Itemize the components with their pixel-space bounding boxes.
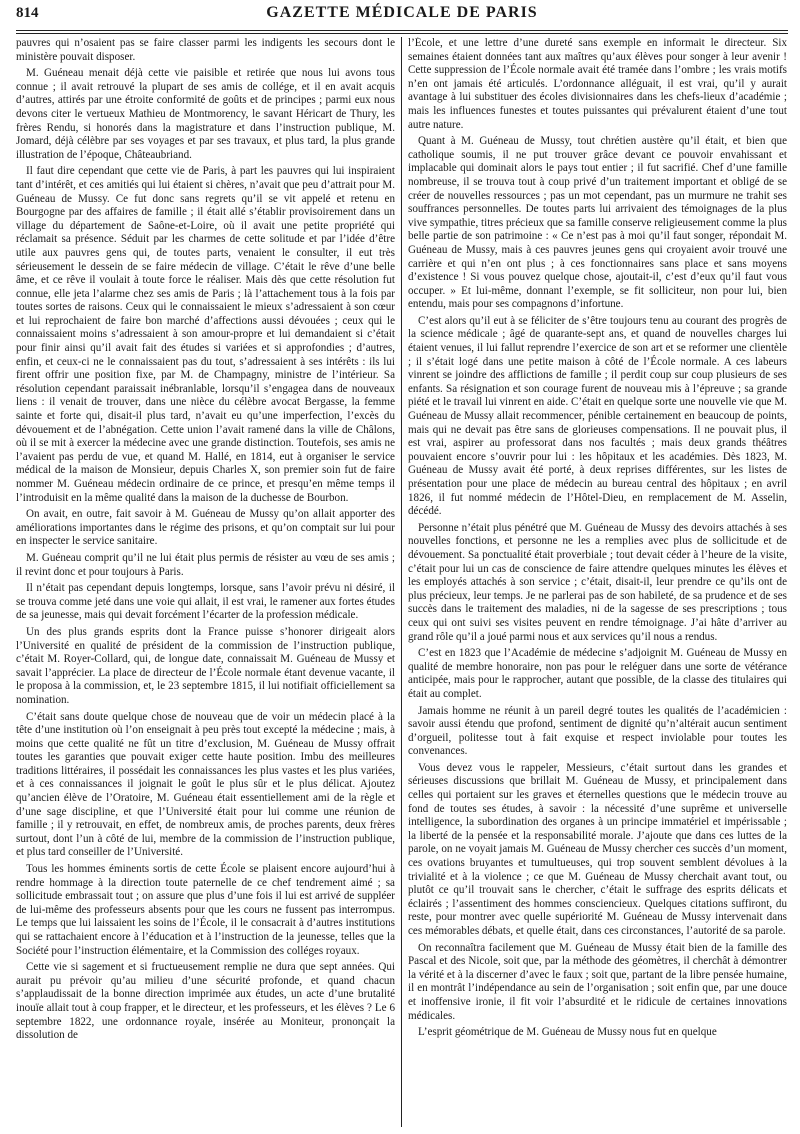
paragraph: Jamais homme ne réunit à un pareil degré toutes les qualités de l’académicien : savoir aussi étendu que profond, sentiment de dignité qu’n’altérait aucun sentiment d’orgueil, politesse tout à fait exquise et respect inviolable pour toutes les convenances.: [408, 704, 787, 758]
paragraph: Personne n’était plus pénétré que M. Guéneau de Mussy des devoirs attachés à ses nouvelles fonctions, et personne ne les a remplies avec plus de sollicitude et de dévouement. Sa ponctualité était proverbiale ; tout devait céder à l’heure de la visite, c’était pour lui un cas de conscience de faire attendre quelques minutes les élèves et les employés attachés à son service ; c’était, disait-il, leur prendre ce qu’ils ont de plus précieux, leur temps. Je ne parlerai pas de son habileté, de sa prudence et de ses succès dans le traitement des maladies, ni de la sagesse de ses prescriptions ; tous ceux qui ont suivi ses visites peuvent en rendre témoignage. J’ai hâte d’arriver au grand rôle qu’il a joué parmi nous et aux services qu’il nous a rendus.: [408, 521, 787, 643]
paragraph: Tous les hommes éminents sortis de cette École se plaisent encore aujourd’hui à rendre hommage à la direction toute paternelle de ce chef tendrement aimé ; sa sollicitude embrassait tout ; on assure que plus d’une fois il lui est arrivé de suppléer de lui-même des professeurs absents pour que les cours ne fussent pas interrompus. Le temps que lui laissaient les soins de l’École, il le consacrait à d’autres institutions qui se rattachaient encore à l’éducation et à l’instruction de la jeunesse, telles que la Société pour l’instruction élémentaire, et la Commission des colléges royaux.: [16, 863, 395, 957]
paragraph: M. Guéneau menait déjà cette vie paisible et retirée que nous lui avons tous connue ; il avait retrouvé la plupart de ses amis de collége, et il en avait acquis d’autres, attirés par une étroite conformité de goûts et de principes ; parmi eux nous devons citer le vertueux Mathieu de Montmorency, le savant Héricart de Thury, les frères Rendu, si honorés dans la magistrature et dans l’instruction publique, M. Jomard, déjà célèbre par ses voyages et par ses travaux, et plus tard, la plus grande illustration de l’époque, Châteaubriand.: [16, 67, 395, 161]
text-columns: [16, 37, 788, 1127]
journal-page: [0, 4, 800, 1134]
right-column: [402, 37, 787, 1127]
paragraph: Un des plus grands esprits dont la France puisse s’honorer dirigeait alors l’Université en qualité de président de la commission de l’instruction publique, c’était M. Royer-Collard, qui, de longue date, connaissait M. Guéneau de Mussy et savait l’apprécier. La place de directeur de l’École normale étant devenue vacante, il le proposa à la commission, et, le 23 septembre 1815, il lui notifiait officiellement sa nomination.: [16, 625, 395, 706]
paragraph: L’esprit géométrique de M. Guéneau de Mussy nous fut en quelque: [418, 1026, 717, 1039]
paragraph: Quant à M. Guéneau de Mussy, tout chrétien austère qu’il était, et bien que catholique soumis, il ne put trouver grâce devant ce pouvoir envahissant et implacable qui dominait alors le pays tout entier ; il fut sacrifié. Chef d’une famille nombreuse, il se trouva tout à coup privé d’un traitement important et obligé de se créer de nouvelles ressources ; pas un mot cependant, pas un murmure ne trahit ses souffrances personnelles. De toutes parts lui arrivaient des témoignages de la plus vive sympathie, titres précieux que sa famille conserve religieusement comme la plus belle partie de son patrimoine : « Ce n’est pas à moi qu’il faut songer, répondait M. Guéneau de Mussy, mais à ces pauvres jeunes gens qui croyaient avoir trouvé une carrière et qui n’en ont plus ; à ces fonctionnaires sans place et sans moyens d’existence ! Si vous pouvez quelque chose, ajoutait-il, c’est d’eux qu’il faut vous occuper. » Et lui-même, donnant l’exemple, se fit solliciteur, non pour lui, bien entendu, mais pour ses compagnons d’infortune.: [408, 135, 787, 311]
page-number: 814: [16, 5, 39, 21]
left-column: [16, 37, 401, 1127]
paragraph: Cette vie si sagement et si fructueusement remplie ne dura que sept années. Qui aurait pu prévoir qu’au milieu d’une sécurité profonde, et quand chacun s’applaudissait de la bonne direction imprimée aux études, un acte d’une brutalité inouïe allait tout à coup frapper, et le directeur, et les professeurs, et les élèves ? Le 6 septembre 1822, une ordonnance royale, insérée au Moniteur, prononçait la dissolution de: [16, 961, 395, 1042]
paragraph: Il n’était pas cependant depuis longtemps, lorsque, sans l’avoir prévu ni désiré, il se trouva comme jeté dans une voie qui allait, il est vrai, le ramener aux fortes études de sa jeunesse, mais qui devait forcément l’écarter de la profession médicale.: [16, 582, 395, 622]
paragraph: On reconnaîtra facilement que M. Guéneau de Mussy était bien de la famille des Pascal et des Nicole, soit que, par la méthode des géomètres, il cherchât à démontrer la vérité et à la discerner d’avec le faux ; soit que, partant de la libre pensée humaine, il en montrât l’indépendance au sein de l’organisation ; soit enfin que, par une douce et inoffensive ironie, il fit voir l’absurdité et le ridicule de certaines innovations médicales.: [408, 941, 787, 1022]
page-header: [16, 4, 788, 31]
header-double-rule: [16, 33, 788, 34]
paragraph: C’est alors qu’il eut à se féliciter de s’être toujours tenu au courant des progrès de la science médicale ; âgé de quarante-sept ans, et quand de nouvelles charges lui étaient venues, il lui fallut reprendre l’exercice de son art et se reformer une clientèle ; il s’était logé dans une petite maison à côté de l’École normale. A ces labeurs vinrent se joindre des afflictions de famille ; il perdit coup sur coup plusieurs de ses enfants. Sa résignation et son courage furent de nouveau mis à l’épreuve ; sa grande piété et le travail lui vinrent en aide. C’était en quelque sorte une nouvelle vie que M. Guéneau de Mussy allait recommencer, pénible certainement en beaucoup de points, mais qui ne devait pas être sans de glorieuses compensations. Il ne pouvait plus, il est vrai, aspirer au professorat dans nos facultés ; mais deux grands théâtres pouvaient encore s’ouvrir pour lui : les hôpitaux et les académies. Dès 1823, M. Guéneau de Mussy avait été porté, à deux reprises différentes, sur les listes de présentation pour une place de médecin au bureau central des hôpitaux ; en avril 1826, il fut nommé médecin de l’Hôtel-Dieu, en remplacement de M. Asselin, décédé.: [408, 314, 787, 518]
paragraph: On avait, en outre, fait savoir à M. Guéneau de Mussy qu’on allait apporter des améliorations importantes dans le régime des prisons, et qu’on comptait sur lui pour en inspecter le service sanitaire.: [16, 508, 395, 548]
paragraph: Il faut dire cependant que cette vie de Paris, à part les pauvres qui lui inspiraient tant d’intérêt, et ces amitiés qui lui étaient si chères, n’avait que peu d’attrait pour M. Guéneau de Mussy. Ce fut donc sans regrets qu’il se vit appelé et retenu en Bourgogne par des affaires de famille ; il était allé s’établir provisoirement dans un village du département de Saône-et-Loire, où il avait une petite propriété qui réclamait sa présence. Séduit par les charmes de cette solitude et par l’idée d’être utile aux pauvres gens qui, de toutes parts, venaient le consulter, il eut très sérieusement le dessein de se faire médecin de village. C’était le rêve d’une belle âme, et ce rêve il voulait à toute force le réaliser. Mais dès que cette résolution fut connue, elle jeta l’alarme chez ses amis de Paris ; là l’attachement tous à la fois par toutes sortes de raisons. Ceux qui le connaissaient le mieux s’adressaient à son cœur et lui reprochaient de faire bon marché d’affections aussi dévouées ; ceux qui le connaissaient moins s’adressaient à son amour-propre et lui demandaient si c’était pour finir ainsi qu’il avait fait des études si variées et si approfondies ; d’autres, enfin, et ceux-ci ne le connaissaient pas du tout, s’adressaient à ses intérêts : ils lui firent offrir une position fixe, par M. de Champagny, ministre de l’intérieur. Sa résolution cependant paraissait inébranlable, lorsqu’il s’engagea dans de nouveaux liens : il venait de trouver, dans une nièce du célèbre avocat Bergasse, la femme sainte et forte qui, disait-il plus tard, n’avait eu qu’une imperfection, l’excès du dévouement et de l’abnégation. Cette union l’avait ramené dans la ville de Châlons, où il se mit à exercer la médecine avec une grande distinction. Toutefois, ses amis ne l’avaient pas perdu de vue, et quand M. Hallé, en 1814, eut à organiser le service médical de la maison de Monsieur, depuis Charles X, son premier soin fut de faire nommer M. Guéneau médecin ordinaire de ce prince, et presqu’en même temps il l’introduisit en la même qualité dans la maison de la duchesse de Bourbon.: [16, 165, 395, 504]
paragraph: M. Guéneau comprit qu’il ne lui était plus permis de résister au vœu de ses amis ; il revint donc et pour toujours à Paris.: [16, 551, 395, 578]
paragraph: C’est en 1823 que l’Académie de médecine s’adjoignit M. Guéneau de Mussy en qualité de membre honoraire, non pas pour le reléguer dans une sorte de vétérance anticipée, mais pour le rapprocher, autant que possible, de la classe des titulaires qui était au complet.: [408, 647, 787, 700]
paragraph: Vous devez vous le rappeler, Messieurs, c’était surtout dans les grandes et sérieuses discussions que brillait M. Guéneau de Mussy, et principalement dans celles qui portaient sur les graves et éternelles questions que le médecin trouve au fond de toutes ses études, à savoir : la nécessité d’une suprême et universelle intelligence, la subordination des organes à un principe immatériel et impérissable ; la liberté de la pensée et la responsabilité morale. J’ajoute que dans ces luttes de la parole, on ne voyait jamais M. Guéneau de Mussy chercher ces succès d’un moment, ces ovations bruyantes et tumultueuses, qui trop souvent semblent dévolues à la trivialité et à la violence ; ce que M. Guéneau de Mussy cherchait avant tout, ou plutôt ce qu’il trouvait sans le chercher, c’était le suffrage des esprits délicats et éclairés ; l’assentiment des hommes consciencieux. Quelques citations suffiront, du reste, pour montrer avec quelle supériorité M. Guéneau de Mussy intervenait dans ces mémorables débats, et quelle était, dans ces circonstances, l’autorité de sa parole.: [408, 761, 787, 937]
paragraph: l’École, et une lettre d’une dureté sans exemple en informait le directeur. Six semaines étaient données tant aux maîtres qu’aux élèves pour songer à leur avenir ! Cette suppression de l’École normale avait été tramée dans l’ombre ; les vrais motifs n’en ont jamais été articulés. L’ordonnance alléguait, il est vrai, qu’il y aurait avantage à lui substituer des écoles divisionnaires dans les chefs-lieux d’académie ; mais les influences funestes et toutes puissantes qui prévalurent étaient d’une tout autre nature.: [408, 37, 787, 131]
running-title: GAZETTE MÉDICALE DE PARIS: [266, 4, 538, 21]
paragraph: pauvres qui n’osaient pas se faire classer parmi les indigents les secours dont le ministère pouvait disposer.: [16, 37, 395, 63]
paragraph: C’était sans doute quelque chose de nouveau que de voir un médecin placé à la tête d’une institution où l’on enseignait à peu près tout excepté la médecine ; mais, à moins que cette qualité ne fût un titre d’exclusion, M. Guéneau de Mussy offrait toutes les garanties que pouvait exiger cette haute position. Imbu des meilleures traditions littéraires, il possédait les connaissances les plus vastes et les plus variées, et à ces connaissances il joignait le goût le plus sûr et le plus délicat. Ajoutez qu’ancien élève de l’Oratoire, M. Guéneau était essentiellement ami de la règle et d’une sage discipline, et que l’Université était pour lui comme une réunion de famille ; il y retrouvait, en effet, de nombreux amis, de proches parents, deux frères surtout, dont l’un à côté de lui, membre de la commission de l’instruction publique, et plus tard conseiller de l’Université.: [16, 710, 395, 859]
